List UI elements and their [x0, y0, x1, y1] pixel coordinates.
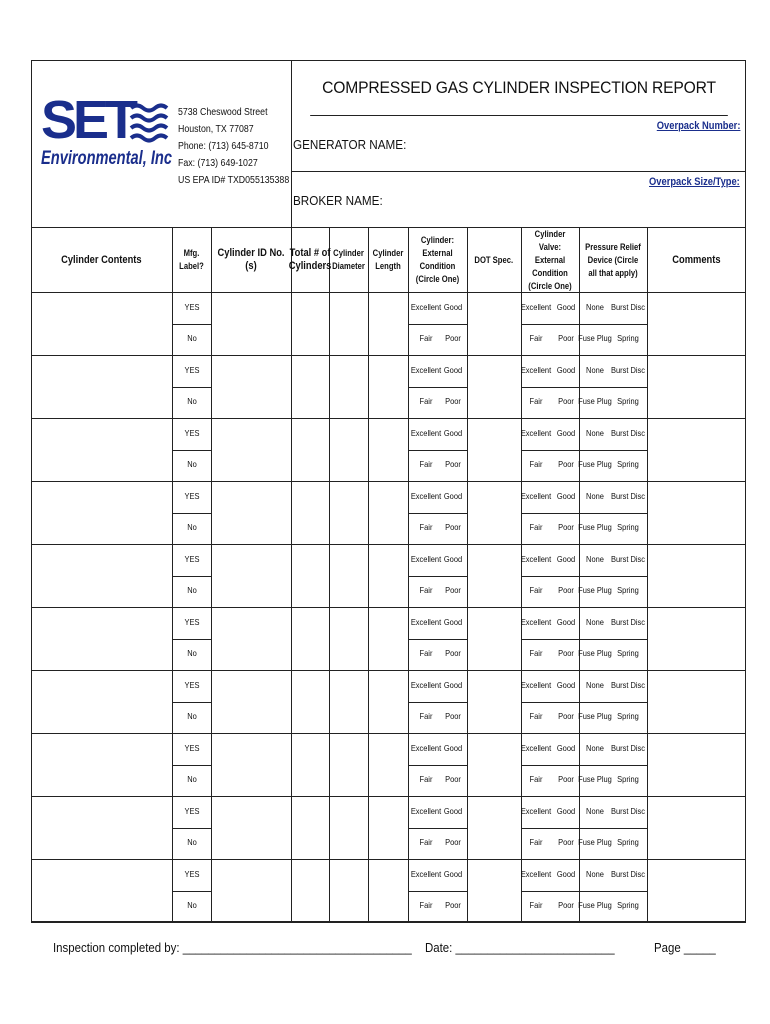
- generator-label: GENERATOR NAME:: [293, 137, 407, 152]
- relief-burst-disc-option[interactable]: Burst Disc: [610, 679, 646, 690]
- col-mfg-label-header: [172, 228, 211, 292]
- row-subdivider: [521, 891, 647, 892]
- relief-spring-option[interactable]: Spring: [617, 522, 639, 533]
- relief-none-option[interactable]: None: [586, 553, 604, 564]
- relief-burst-disc-option[interactable]: Burst Disc: [610, 364, 646, 375]
- col-cylinder-id-header: [211, 228, 291, 292]
- generator-field[interactable]: [292, 116, 746, 172]
- relief-spring-option[interactable]: Spring: [617, 774, 639, 785]
- relief-fuse-plug-option[interactable]: Fuse Plug: [578, 648, 612, 659]
- row-subdivider: [521, 576, 647, 577]
- row-divider: [31, 922, 746, 923]
- label-yes-option[interactable]: YES: [184, 868, 199, 879]
- condition-good-option[interactable]: Good: [443, 742, 463, 753]
- row-subdivider: [408, 450, 467, 451]
- overpack-number-label: Overpack Number:: [656, 120, 740, 132]
- col-cylinder-length-header: [368, 228, 408, 292]
- column-header-label: Cylinder: External Condition (Circle One): [415, 235, 460, 284]
- condition-poor-option[interactable]: Poor: [445, 585, 461, 596]
- row-subdivider: [172, 576, 211, 577]
- condition-good-option[interactable]: Good: [443, 616, 463, 627]
- valve-poor-option[interactable]: Poor: [558, 648, 574, 659]
- valve-good-option[interactable]: Good: [556, 805, 576, 816]
- valve-good-option[interactable]: Good: [556, 616, 576, 627]
- label-yes-option[interactable]: YES: [184, 679, 199, 690]
- condition-poor-option[interactable]: Poor: [445, 459, 461, 470]
- valve-excellent-option[interactable]: Excellent: [520, 553, 552, 564]
- condition-good-option[interactable]: Good: [443, 805, 463, 816]
- relief-none-option[interactable]: None: [586, 427, 604, 438]
- label-no-option[interactable]: No: [186, 522, 197, 533]
- label-yes-option[interactable]: YES: [184, 427, 199, 438]
- relief-burst-disc-option[interactable]: Burst Disc: [610, 805, 646, 816]
- row-subdivider: [408, 576, 467, 577]
- valve-good-option[interactable]: Good: [556, 868, 576, 879]
- col-cylinder-contents-header: [31, 228, 172, 292]
- relief-fuse-plug-option[interactable]: Fuse Plug: [578, 459, 612, 470]
- row-subdivider: [172, 765, 211, 766]
- valve-fair-option[interactable]: Fair: [529, 459, 543, 470]
- condition-fair-option[interactable]: Fair: [419, 774, 433, 785]
- relief-fuse-plug-option[interactable]: Fuse Plug: [578, 585, 612, 596]
- valve-good-option[interactable]: Good: [556, 553, 576, 564]
- condition-excellent-option[interactable]: Excellent: [410, 616, 442, 627]
- condition-good-option[interactable]: Good: [443, 490, 463, 501]
- col-total-cylinders-header: [288, 228, 332, 292]
- valve-poor-option[interactable]: Poor: [558, 333, 574, 344]
- row-subdivider: [408, 387, 467, 388]
- condition-fair-option[interactable]: Fair: [419, 837, 433, 848]
- valve-poor-option[interactable]: Poor: [558, 774, 574, 785]
- condition-excellent-option[interactable]: Excellent: [410, 868, 442, 879]
- valve-good-option[interactable]: Good: [556, 301, 576, 312]
- condition-poor-option[interactable]: Poor: [445, 333, 461, 344]
- condition-fair-option[interactable]: Fair: [419, 396, 433, 407]
- address-line: US EPA ID# TXD055135388: [178, 175, 290, 186]
- address-line: Houston, TX 77087: [178, 124, 254, 135]
- relief-none-option[interactable]: None: [586, 301, 604, 312]
- label-yes-option[interactable]: YES: [184, 553, 199, 564]
- condition-good-option[interactable]: Good: [443, 868, 463, 879]
- row-subdivider: [521, 702, 647, 703]
- valve-poor-option[interactable]: Poor: [558, 585, 574, 596]
- valve-poor-option[interactable]: Poor: [558, 711, 574, 722]
- valve-poor-option[interactable]: Poor: [558, 522, 574, 533]
- row-subdivider: [172, 450, 211, 451]
- condition-excellent-option[interactable]: Excellent: [410, 742, 442, 753]
- address-line: Fax: (713) 649-1027: [178, 158, 258, 169]
- logo-text: SET: [41, 92, 135, 150]
- row-subdivider: [172, 702, 211, 703]
- relief-none-option[interactable]: None: [586, 679, 604, 690]
- column-header-label: Comments: [672, 253, 721, 266]
- relief-spring-option[interactable]: Spring: [617, 333, 639, 344]
- valve-poor-option[interactable]: Poor: [558, 900, 574, 911]
- logo-subtitle: Environmental, Inc: [41, 148, 173, 167]
- condition-good-option[interactable]: Good: [443, 301, 463, 312]
- row-subdivider: [521, 450, 647, 451]
- row-subdivider: [172, 891, 211, 892]
- company-block: [31, 60, 292, 227]
- valve-poor-option[interactable]: Poor: [558, 459, 574, 470]
- condition-fair-option[interactable]: Fair: [419, 585, 433, 596]
- row-subdivider: [172, 639, 211, 640]
- valve-fair-option[interactable]: Fair: [529, 711, 543, 722]
- col-dot-spec-header: [467, 228, 521, 292]
- row-subdivider: [521, 639, 647, 640]
- relief-none-option[interactable]: None: [586, 490, 604, 501]
- label-no-option[interactable]: No: [186, 396, 197, 407]
- condition-poor-option[interactable]: Poor: [445, 711, 461, 722]
- column-header-label: Cylinder Contents: [61, 253, 142, 266]
- label-no-option[interactable]: No: [186, 774, 197, 785]
- label-yes-option[interactable]: YES: [184, 364, 199, 375]
- relief-spring-option[interactable]: Spring: [617, 585, 639, 596]
- label-yes-option[interactable]: YES: [184, 301, 199, 312]
- row-subdivider: [408, 765, 467, 766]
- company-logo: [41, 92, 176, 167]
- condition-excellent-option[interactable]: Excellent: [410, 679, 442, 690]
- valve-poor-option[interactable]: Poor: [558, 396, 574, 407]
- relief-fuse-plug-option[interactable]: Fuse Plug: [578, 522, 612, 533]
- valve-good-option[interactable]: Good: [556, 679, 576, 690]
- relief-burst-disc-option[interactable]: Burst Disc: [610, 553, 646, 564]
- row-subdivider: [172, 387, 211, 388]
- overpack-size-label: Overpack Size/Type:: [649, 176, 740, 188]
- label-no-option[interactable]: No: [186, 837, 197, 848]
- row-subdivider: [408, 702, 467, 703]
- valve-excellent-option[interactable]: Excellent: [520, 742, 552, 753]
- relief-burst-disc-option[interactable]: Burst Disc: [610, 616, 646, 627]
- address-line: Phone: (713) 645-8710: [178, 141, 269, 152]
- row-subdivider: [408, 639, 467, 640]
- inspected-by-field[interactable]: Inspection completed by: ____________________________________: [53, 940, 412, 955]
- condition-good-option[interactable]: Good: [443, 553, 463, 564]
- date-field[interactable]: Date: _________________________: [425, 940, 615, 955]
- column-header-label: Cylinder Valve: External Condition (Circle One): [528, 228, 572, 291]
- label-no-option[interactable]: No: [186, 648, 197, 659]
- relief-fuse-plug-option[interactable]: Fuse Plug: [578, 711, 612, 722]
- relief-spring-option[interactable]: Spring: [617, 837, 639, 848]
- row-subdivider: [408, 828, 467, 829]
- col-external-condition-header: [408, 228, 467, 292]
- column-header-label: DOT Spec.: [474, 254, 514, 265]
- valve-excellent-option[interactable]: Excellent: [520, 364, 552, 375]
- condition-good-option[interactable]: Good: [443, 679, 463, 690]
- col-comments-header: [647, 228, 746, 292]
- condition-excellent-option[interactable]: Excellent: [410, 364, 442, 375]
- condition-excellent-option[interactable]: Excellent: [410, 805, 442, 816]
- valve-good-option[interactable]: Good: [556, 742, 576, 753]
- valve-fair-option[interactable]: Fair: [529, 396, 543, 407]
- relief-fuse-plug-option[interactable]: Fuse Plug: [578, 774, 612, 785]
- condition-fair-option[interactable]: Fair: [419, 711, 433, 722]
- broker-field[interactable]: [292, 172, 746, 227]
- relief-fuse-plug-option[interactable]: Fuse Plug: [578, 900, 612, 911]
- valve-fair-option[interactable]: Fair: [529, 585, 543, 596]
- valve-good-option[interactable]: Good: [556, 427, 576, 438]
- relief-fuse-plug-option[interactable]: Fuse Plug: [578, 837, 612, 848]
- condition-fair-option[interactable]: Fair: [419, 459, 433, 470]
- relief-fuse-plug-option[interactable]: Fuse Plug: [578, 333, 612, 344]
- form-footer: [0, 940, 770, 962]
- label-yes-option[interactable]: YES: [184, 742, 199, 753]
- relief-none-option[interactable]: None: [586, 868, 604, 879]
- column-header-label: Cylinder ID No.(s): [217, 247, 285, 272]
- column-header-label: Cylinder Length: [372, 248, 404, 271]
- relief-spring-option[interactable]: Spring: [617, 648, 639, 659]
- label-yes-option[interactable]: YES: [184, 490, 199, 501]
- valve-excellent-option[interactable]: Excellent: [520, 868, 552, 879]
- valve-good-option[interactable]: Good: [556, 364, 576, 375]
- condition-poor-option[interactable]: Poor: [445, 648, 461, 659]
- valve-excellent-option[interactable]: Excellent: [520, 301, 552, 312]
- condition-good-option[interactable]: Good: [443, 364, 463, 375]
- row-subdivider: [172, 828, 211, 829]
- relief-none-option[interactable]: None: [586, 364, 604, 375]
- relief-burst-disc-option[interactable]: Burst Disc: [610, 490, 646, 501]
- col-valve-condition-header: [521, 228, 579, 292]
- valve-fair-option[interactable]: Fair: [529, 837, 543, 848]
- valve-excellent-option[interactable]: Excellent: [520, 616, 552, 627]
- row-subdivider: [521, 828, 647, 829]
- relief-none-option[interactable]: None: [586, 742, 604, 753]
- label-no-option[interactable]: No: [186, 900, 197, 911]
- condition-poor-option[interactable]: Poor: [445, 837, 461, 848]
- label-yes-option[interactable]: YES: [184, 805, 199, 816]
- page-field[interactable]: Page _____: [654, 940, 716, 955]
- valve-excellent-option[interactable]: Excellent: [520, 490, 552, 501]
- valve-good-option[interactable]: Good: [556, 490, 576, 501]
- label-no-option[interactable]: No: [186, 459, 197, 470]
- row-subdivider: [408, 324, 467, 325]
- condition-poor-option[interactable]: Poor: [445, 522, 461, 533]
- row-subdivider: [408, 891, 467, 892]
- valve-excellent-option[interactable]: Excellent: [520, 805, 552, 816]
- label-yes-option[interactable]: YES: [184, 616, 199, 627]
- relief-burst-disc-option[interactable]: Burst Disc: [610, 868, 646, 879]
- label-no-option[interactable]: No: [186, 711, 197, 722]
- condition-poor-option[interactable]: Poor: [445, 900, 461, 911]
- valve-excellent-option[interactable]: Excellent: [520, 427, 552, 438]
- relief-none-option[interactable]: None: [586, 616, 604, 627]
- condition-fair-option[interactable]: Fair: [419, 900, 433, 911]
- col-cylinder-diameter-header: [329, 228, 368, 292]
- condition-excellent-option[interactable]: Excellent: [410, 301, 442, 312]
- condition-fair-option[interactable]: Fair: [419, 522, 433, 533]
- condition-poor-option[interactable]: Poor: [445, 396, 461, 407]
- row-subdivider: [521, 513, 647, 514]
- condition-poor-option[interactable]: Poor: [445, 774, 461, 785]
- address-line: 5738 Cheswood Street: [178, 107, 268, 118]
- condition-good-option[interactable]: Good: [443, 427, 463, 438]
- label-no-option[interactable]: No: [186, 333, 197, 344]
- valve-fair-option[interactable]: Fair: [529, 774, 543, 785]
- valve-excellent-option[interactable]: Excellent: [520, 679, 552, 690]
- valve-fair-option[interactable]: Fair: [529, 900, 543, 911]
- company-address: [178, 104, 289, 189]
- relief-spring-option[interactable]: Spring: [617, 711, 639, 722]
- column-header-label: Total # of Cylinders: [288, 247, 332, 272]
- condition-excellent-option[interactable]: Excellent: [410, 553, 442, 564]
- row-subdivider: [521, 324, 647, 325]
- row-subdivider: [521, 765, 647, 766]
- row-subdivider: [408, 513, 467, 514]
- form-header: [31, 60, 746, 227]
- row-subdivider: [172, 324, 211, 325]
- report-title: COMPRESSED GAS CYLINDER INSPECTION REPORT: [310, 60, 728, 116]
- relief-spring-option[interactable]: Spring: [617, 396, 639, 407]
- relief-fuse-plug-option[interactable]: Fuse Plug: [578, 396, 612, 407]
- relief-burst-disc-option[interactable]: Burst Disc: [610, 301, 646, 312]
- condition-excellent-option[interactable]: Excellent: [410, 490, 442, 501]
- broker-label: BROKER NAME:: [293, 193, 383, 208]
- column-header-label: Pressure Relief Device (Circle all that apply): [585, 241, 641, 278]
- relief-burst-disc-option[interactable]: Burst Disc: [610, 742, 646, 753]
- row-subdivider: [172, 513, 211, 514]
- inspection-table: [31, 227, 746, 922]
- label-no-option[interactable]: No: [186, 585, 197, 596]
- valve-fair-option[interactable]: Fair: [529, 333, 543, 344]
- valve-poor-option[interactable]: Poor: [558, 837, 574, 848]
- condition-fair-option[interactable]: Fair: [419, 648, 433, 659]
- col-pressure-relief-header: [579, 228, 647, 292]
- column-header-label: Cylinder Diameter: [332, 248, 365, 271]
- valve-fair-option[interactable]: Fair: [529, 522, 543, 533]
- relief-spring-option[interactable]: Spring: [617, 459, 639, 470]
- condition-fair-option[interactable]: Fair: [419, 333, 433, 344]
- column-header-label: Mfg. Label?: [179, 248, 204, 271]
- condition-excellent-option[interactable]: Excellent: [410, 427, 442, 438]
- relief-burst-disc-option[interactable]: Burst Disc: [610, 427, 646, 438]
- relief-spring-option[interactable]: Spring: [617, 900, 639, 911]
- row-subdivider: [521, 387, 647, 388]
- relief-none-option[interactable]: None: [586, 805, 604, 816]
- valve-fair-option[interactable]: Fair: [529, 648, 543, 659]
